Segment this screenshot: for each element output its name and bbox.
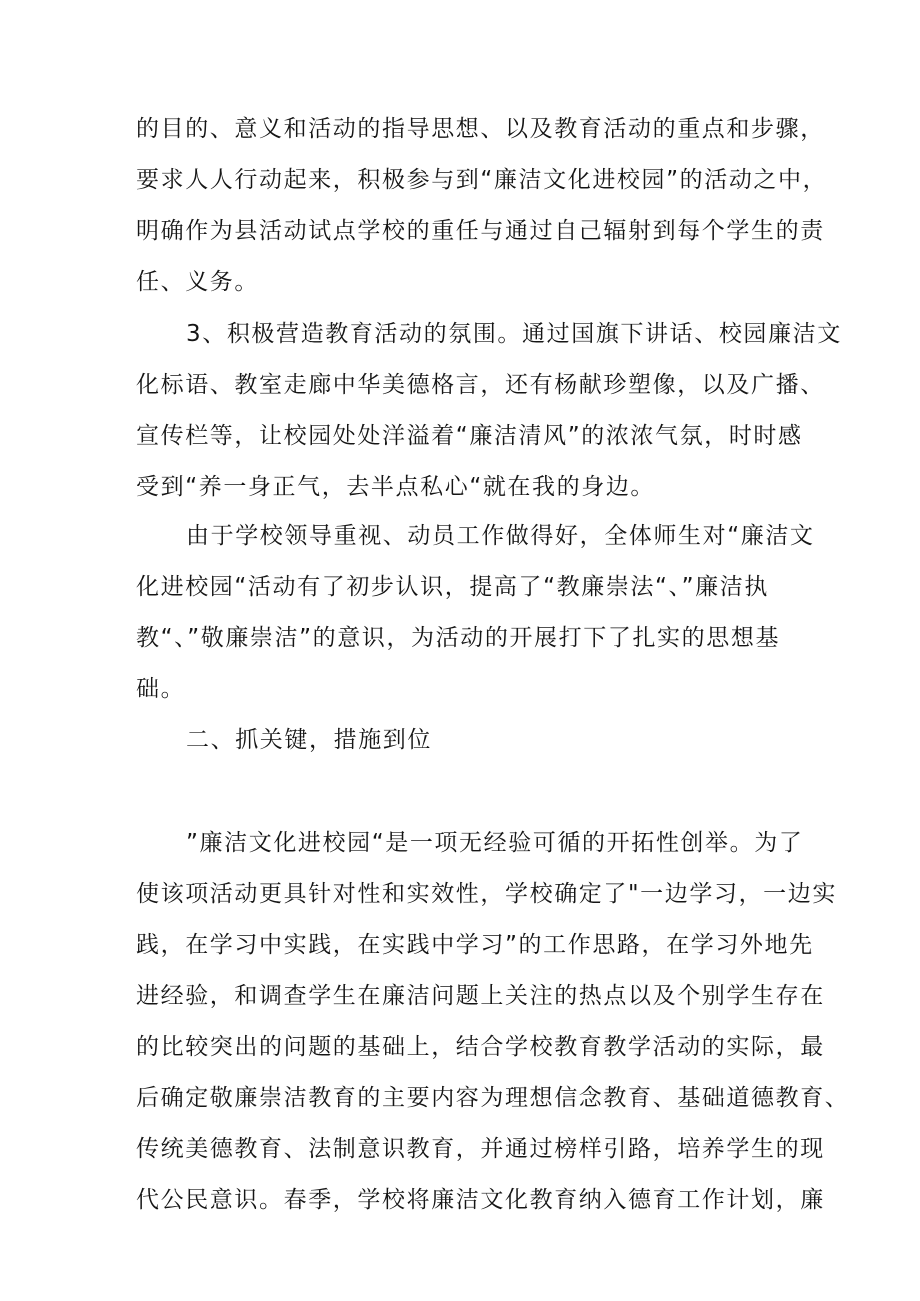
text-line: 后确定敬廉崇洁教育的主要内容为理想信念教育、基础道德教育、 bbox=[136, 1085, 850, 1111]
paragraph-leadership bbox=[136, 511, 815, 715]
text-line: 的比较突出的问题的基础上，结合学校教育教学活动的实际，最 bbox=[136, 1034, 825, 1060]
text-line: 3、积极营造教育活动的氛围。通过国旗下讲话、校园廉洁文 bbox=[186, 321, 842, 347]
text-line: 传统美德教育、法制意识教育，并通过榜样引路，培养学生的现 bbox=[136, 1136, 825, 1162]
paragraph-measures bbox=[136, 818, 850, 1226]
text-line: 宣传栏等，让校园处处洋溢着“廉洁清风”的浓浓气氛，时时感 bbox=[136, 423, 803, 449]
text-line: 践，在学习中实践，在实践中学习”的工作思路，在学习外地先 bbox=[136, 932, 814, 958]
text-line: 进经验，和调查学生在廉洁问题上关注的热点以及个别学生存在 bbox=[136, 983, 825, 1009]
text-line: 的目的、意义和活动的指导思想、以及教育活动的重点和步骤， bbox=[136, 116, 825, 142]
paragraph-atmosphere bbox=[136, 309, 842, 513]
text-line: 要求人人行动起来，积极参与到“廉洁文化进校园”的活动之中， bbox=[136, 167, 828, 193]
text-line: 明确作为县活动试点学校的重任与通过自己辐射到每个学生的责 bbox=[136, 218, 825, 244]
text-line: 教“、”敬廉崇洁”的意识，为活动的开展打下了扎实的思想基 bbox=[136, 625, 781, 651]
text-line: ”廉洁文化进校园“是一项无经验可循的开拓性创举。为了 bbox=[186, 830, 804, 856]
text-line: 代公民意识。春季，学校将廉洁文化教育纳入德育工作计划，廉 bbox=[136, 1187, 825, 1213]
text-line: 由于学校领导重视、动员工作做得好，全体师生对“廉洁文 bbox=[186, 523, 815, 549]
text-line: 受到“养一身正气，去半点私心“就在我的身边。 bbox=[136, 474, 656, 500]
paragraph-continuation bbox=[136, 104, 828, 308]
text-line: 础。 bbox=[136, 676, 186, 702]
heading-text: 二、抓关键，措施到位 bbox=[186, 727, 432, 753]
text-line: 使该项活动更具针对性和实效性，学校确定了"一边学习，一边实 bbox=[136, 881, 837, 907]
section-heading bbox=[136, 715, 796, 766]
text-line: 化标语、教室走廊中华美德格言，还有杨献珍塑像，以及广播、 bbox=[136, 372, 825, 398]
text-line: 化进校园“活动有了初步认识，提高了“教廉崇法“、”廉洁执 bbox=[136, 574, 769, 600]
text-line: 任、义务。 bbox=[136, 269, 259, 295]
